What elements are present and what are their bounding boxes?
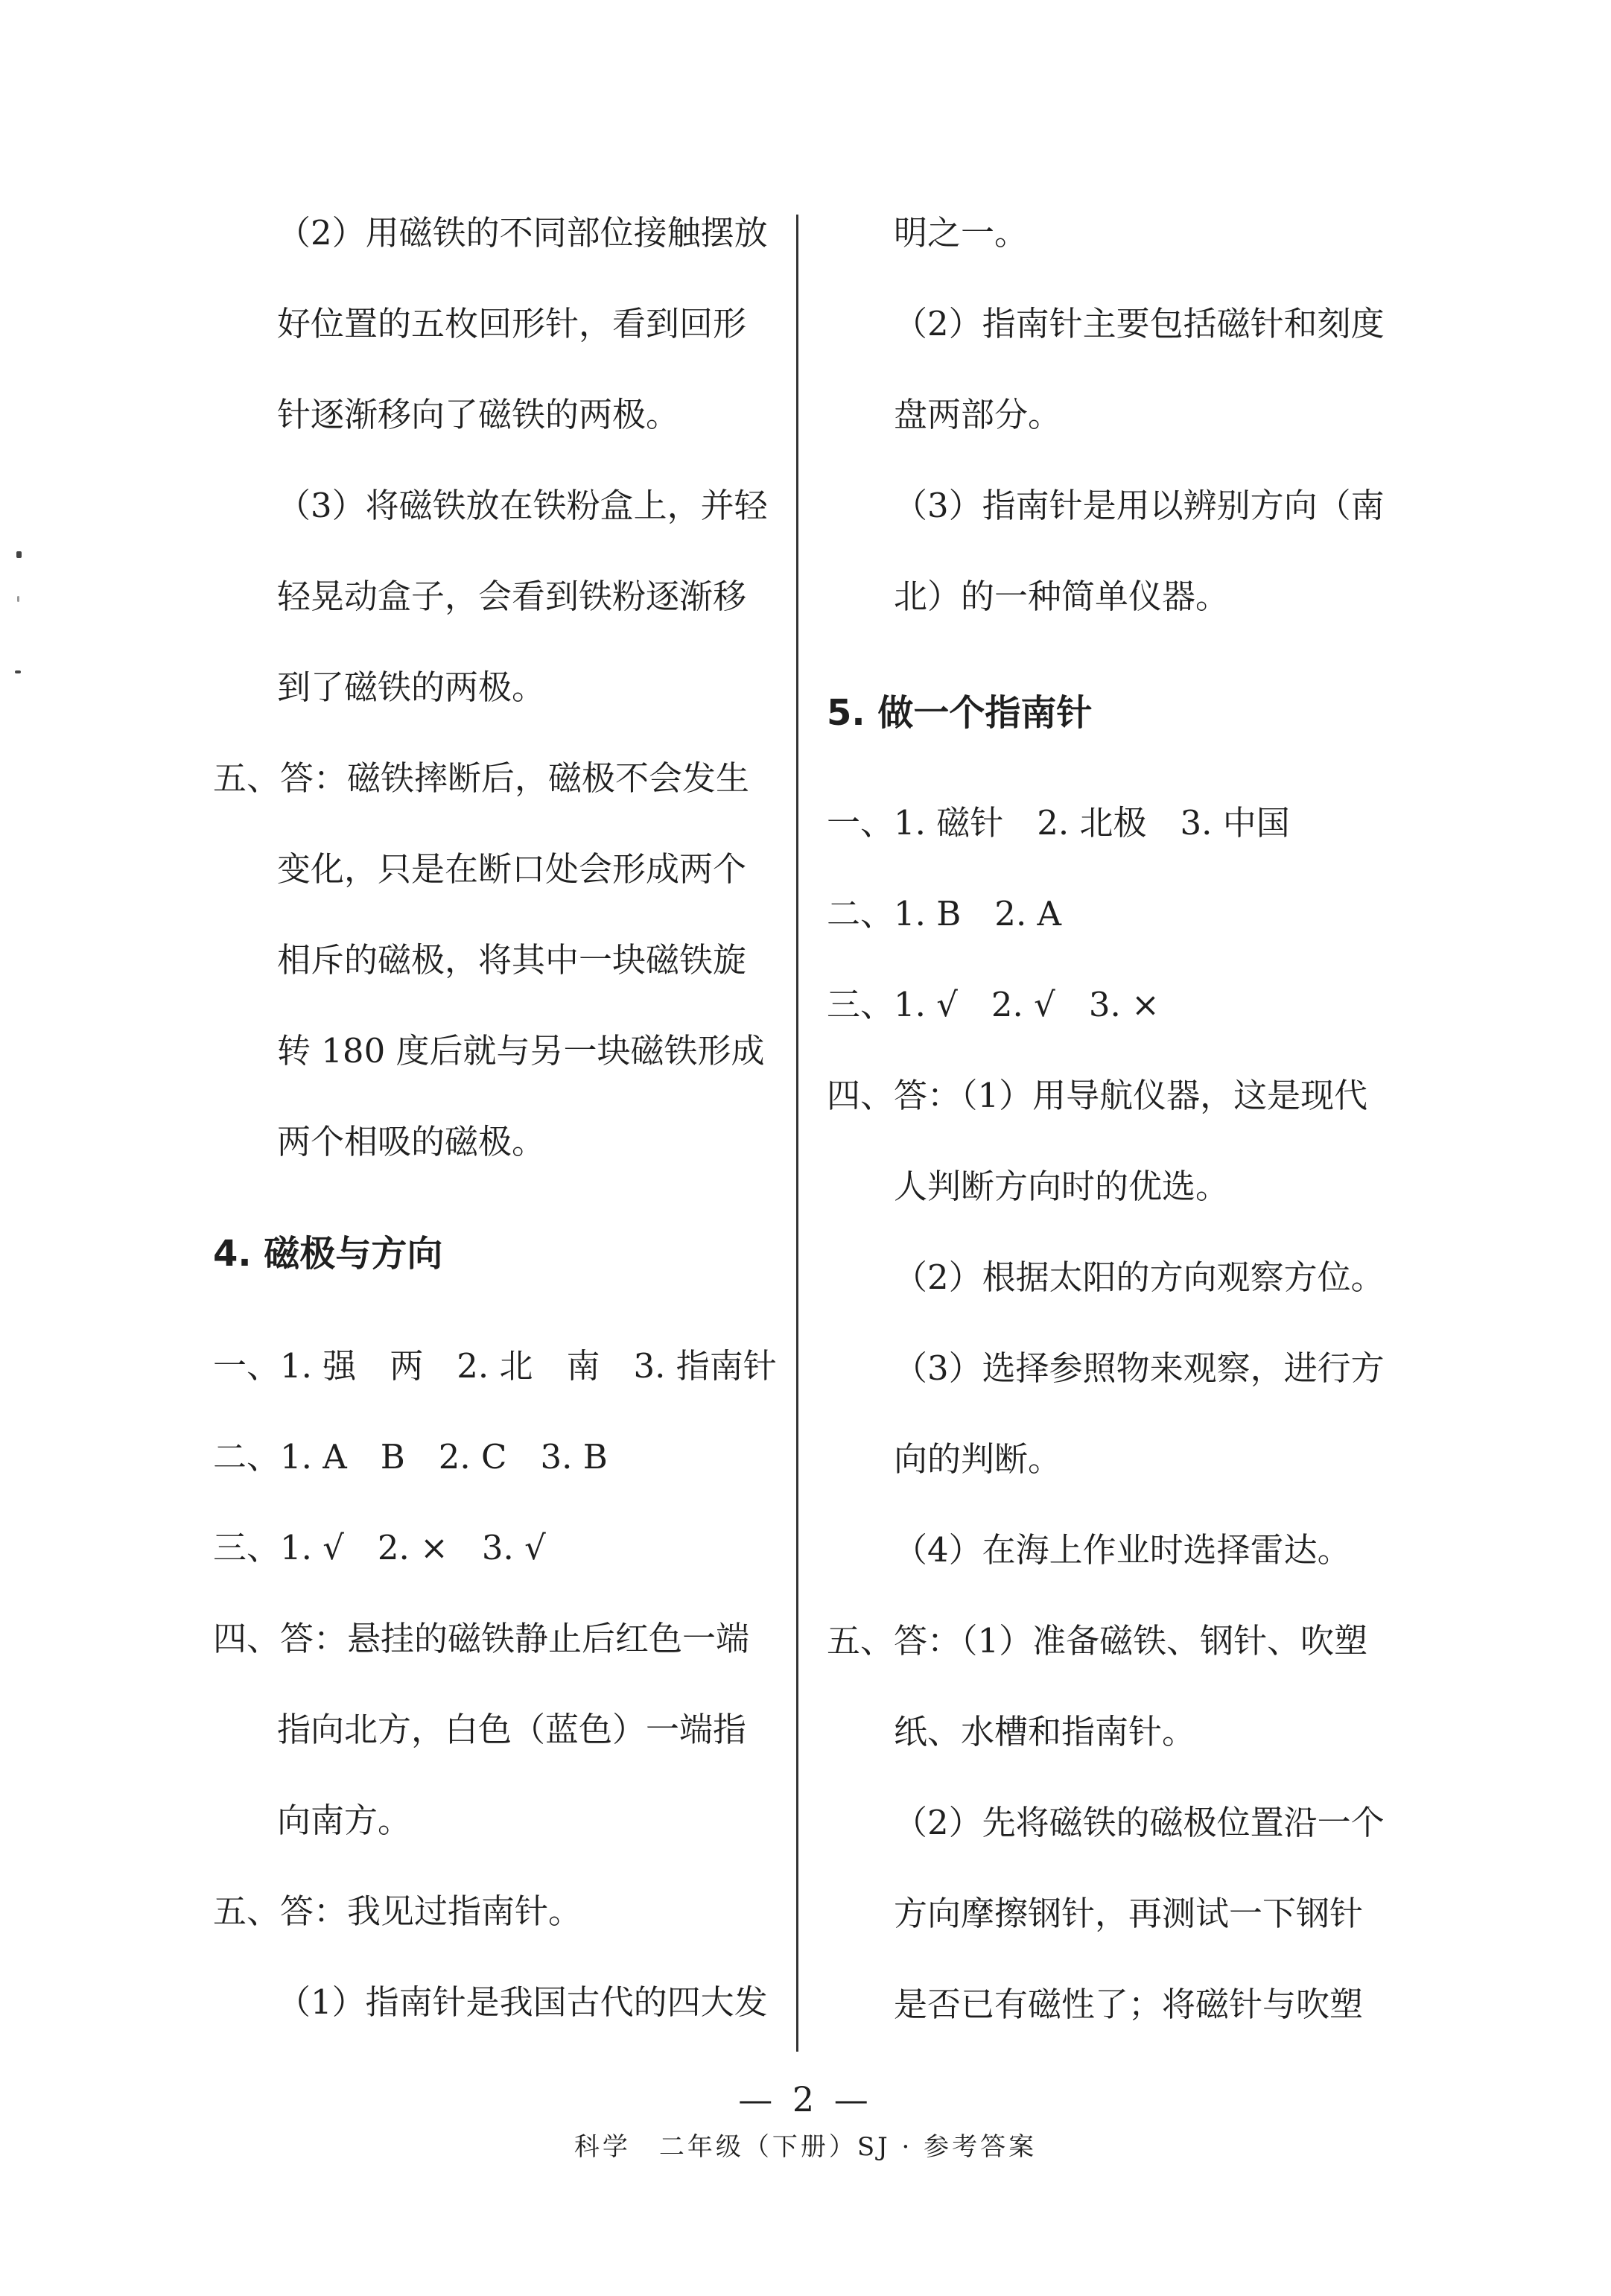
text-line: 明之一。 [894,213,1029,253]
text-line: 好位置的五枚回形针，看到回形 [277,304,747,343]
section-heading: 4. 磁极与方向 [213,1233,443,1275]
text-line: 五、答：我见过指南针。 [213,1891,582,1931]
text-line: 转 180 度后就与另一块磁铁形成 [277,1031,765,1071]
text-line: 北）的一种简单仪器。 [894,577,1230,616]
text-line: 相斥的磁极，将其中一块磁铁旋 [277,940,747,980]
text-line: （2）指南针主要包括磁针和刻度 [894,304,1385,343]
text-line: 二、1. A B 2. C 3. B [213,1437,608,1477]
text-line: 变化，只是在断口处会形成两个 [277,849,747,889]
text-line: （2）先将磁铁的磁极位置沿一个 [894,1803,1385,1842]
text-line: （3）将磁铁放在铁粉盒上，并轻 [277,486,768,525]
text-line: 二、1. B 2. A [827,894,1062,933]
text-line: 五、答：（1）准备磁铁、钢针、吹塑 [827,1621,1368,1661]
text-line: 一、1. 强 两 2. 北 南 3. 指南针 [213,1346,777,1386]
text-line: 盘两部分。 [894,395,1062,434]
text-line: 三、1. √ 2. √ 3. × [827,985,1160,1024]
text-line: （1）指南针是我国古代的四大发 [277,1982,768,2022]
scan-mark [15,670,21,673]
text-line: 轻晃动盒子，会看到铁粉逐渐移 [277,577,747,616]
text-line: （2）用磁铁的不同部位接触摆放 [277,213,768,253]
section-heading: 5. 做一个指南针 [827,692,1093,734]
text-line: 五、答：磁铁摔断后，磁极不会发生 [213,758,750,798]
text-line: 三、1. √ 2. × 3. √ [213,1528,546,1567]
scan-mark [17,596,19,602]
text-line: （3）选择参照物来观察，进行方 [894,1348,1385,1388]
text-line: 四、答：（1）用导航仪器，这是现代 [827,1076,1368,1115]
text-line: 针逐渐移向了磁铁的两极。 [277,395,680,434]
scan-mark [16,551,22,558]
column-divider [796,215,798,2052]
page-footer: 科学 二年级（下册）SJ · 参考答案 [573,2132,1038,2162]
text-line: 是否已有磁性了；将磁针与吹塑 [894,1985,1364,2024]
text-line: 四、答：悬挂的磁铁静止后红色一端 [213,1619,750,1658]
text-line: 两个相吸的磁极。 [277,1122,546,1161]
text-line: 向南方。 [277,1801,412,1840]
text-line: 一、1. 磁针 2. 北极 3. 中国 [827,803,1290,843]
text-line: 指向北方，白色（蓝色）一端指 [277,1710,747,1749]
text-line: 纸、水槽和指南针。 [894,1712,1196,1751]
text-line: （2）根据太阳的方向观察方位。 [894,1258,1385,1297]
text-line: 方向摩擦钢针，再测试一下钢针 [894,1894,1364,1933]
text-line: （3）指南针是用以辨别方向（南 [894,486,1385,525]
page-number: — 2 — [738,2079,873,2119]
text-line: （4）在海上作业时选择雷达。 [894,1530,1351,1570]
text-line: 人判断方向时的优选。 [894,1167,1230,1206]
text-line: 到了磁铁的两极。 [277,667,546,707]
text-line: 向的判断。 [894,1439,1062,1479]
